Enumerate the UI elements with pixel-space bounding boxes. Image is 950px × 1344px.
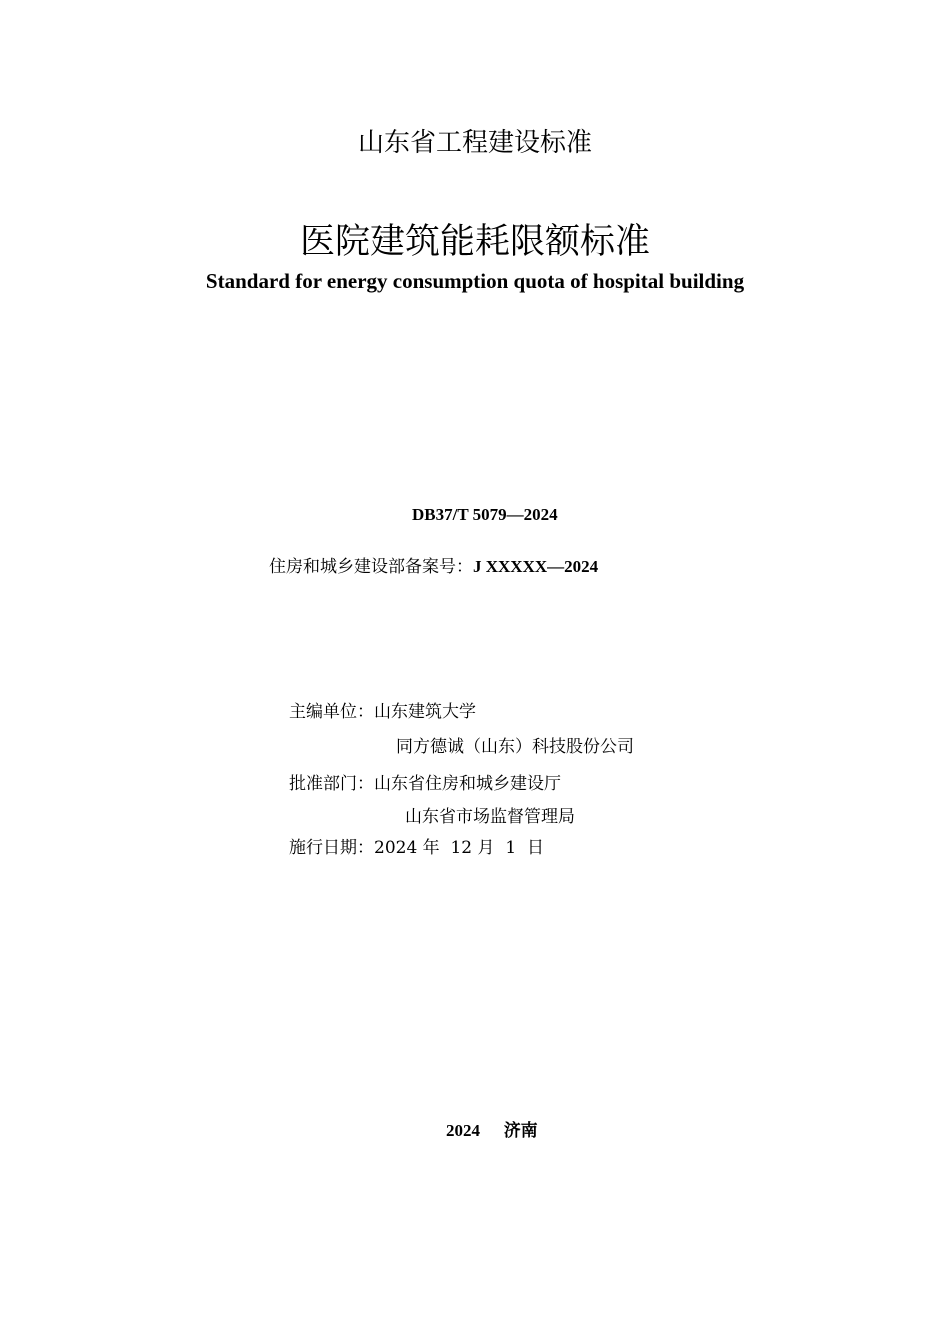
approval-dept-1: 山东省住房和城乡建设厅 bbox=[374, 774, 561, 794]
approval-label: 批准部门： bbox=[289, 774, 374, 794]
standard-series: 山东省工程建设标准 bbox=[357, 128, 592, 158]
chief-editor-2: 同方德诚（山东）科技股份公司 bbox=[396, 737, 634, 757]
approval-dept-2: 山东省市场监督管理局 bbox=[405, 807, 575, 827]
publication-info bbox=[446, 1116, 538, 1141]
chief-editor-line bbox=[289, 697, 476, 722]
effective-label: 施行日期： bbox=[289, 838, 374, 858]
document-title-cn: 医院建筑能耗限额标准 bbox=[299, 222, 650, 262]
filing-number-line bbox=[269, 552, 598, 577]
effective-date: 2024 年 12 月 1 日 bbox=[374, 838, 544, 858]
chief-editor-label: 主编单位： bbox=[289, 702, 374, 722]
chief-editor-1: 山东建筑大学 bbox=[374, 702, 476, 722]
effective-date-line bbox=[289, 833, 544, 858]
filing-number: J XXXXX—2024 bbox=[473, 557, 599, 576]
publication-year: 2024 bbox=[446, 1121, 480, 1140]
publication-city: 济南 bbox=[503, 1121, 538, 1141]
approval-line bbox=[289, 769, 561, 794]
standard-code: DB37/T 5079—2024 bbox=[412, 505, 558, 524]
filing-label: 住房和城乡建设部备案号： bbox=[269, 557, 473, 577]
document-title-en: Standard for energy consumption quota of hospital building bbox=[205, 269, 745, 293]
